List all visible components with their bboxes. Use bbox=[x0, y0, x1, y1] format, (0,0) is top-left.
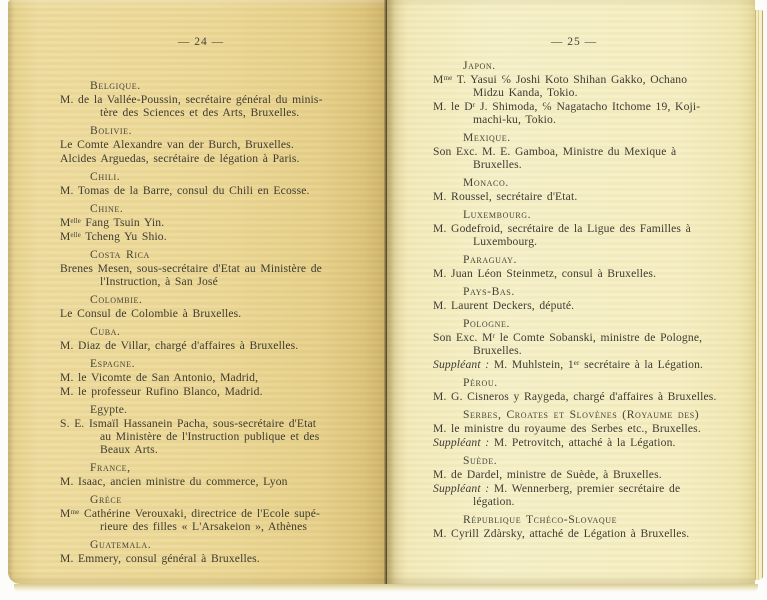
delegate-entry bbox=[60, 262, 372, 288]
country-heading: Bolivie. bbox=[90, 124, 133, 137]
entry-line: M. le Vicomte de San Antonio, Madrid, bbox=[60, 371, 259, 384]
entry-line: Brenes Mesen, sous-secrétaire d'Etat au Ministère de bbox=[60, 262, 322, 275]
country-heading: Paraguay. bbox=[463, 253, 518, 266]
delegate-entry bbox=[60, 216, 372, 229]
entry-line: rieure des filles « L'Arsakeion », Athènes bbox=[100, 520, 308, 533]
entry-line: légation. bbox=[473, 495, 515, 508]
country-heading: Monaco. bbox=[463, 176, 509, 189]
country-heading: Serbes, Croates et Slovènes (Royaume des) bbox=[463, 408, 700, 421]
entry-line: S. E. Ismaïl Hassanein Pacha, sous-secrétaire d'Etat bbox=[60, 417, 317, 430]
country-heading: Chili. bbox=[90, 170, 121, 183]
delegate-entry bbox=[433, 190, 745, 203]
delegate-entry bbox=[433, 358, 745, 371]
country-heading: Pologne. bbox=[463, 317, 511, 330]
delegate-entry bbox=[60, 93, 372, 119]
entry-line: Mᵉˡˡᵉ Tcheng Yu Shio. bbox=[60, 230, 167, 243]
country-section bbox=[60, 538, 372, 565]
suppleant-label: Suppléant : bbox=[433, 358, 490, 371]
entry-line: l'Instruction, à San José bbox=[100, 275, 218, 288]
entry-line: Suppléant : M. Wennerberg, premier secrétaire de bbox=[433, 482, 681, 495]
country-heading: Costa Rica bbox=[90, 248, 150, 261]
entry-line: M. Laurent Deckers, député. bbox=[433, 299, 575, 312]
country-heading: Chine. bbox=[90, 202, 124, 215]
country-heading: Egypte. bbox=[90, 403, 128, 416]
country-heading: Suède. bbox=[463, 454, 498, 467]
delegate-entry bbox=[60, 138, 372, 151]
entry-line: M. Godefroid, secrétaire de la Ligue des Familles à bbox=[433, 222, 691, 235]
delegate-entry bbox=[433, 390, 745, 403]
country-heading: Colombie. bbox=[90, 293, 143, 306]
country-section bbox=[60, 79, 372, 119]
page-number-right: — 25 — bbox=[550, 36, 598, 48]
country-section bbox=[60, 493, 372, 533]
country-heading: Luxembourg. bbox=[463, 208, 532, 221]
delegate-entry bbox=[60, 371, 372, 384]
country-section bbox=[60, 202, 372, 243]
entry-line: Son Exc. Mʳ le Comte Sobanski, ministre de Pologne, bbox=[433, 331, 703, 344]
delegate-entry bbox=[60, 152, 372, 165]
page-number-left: — 24 — bbox=[177, 36, 225, 48]
country-section bbox=[433, 253, 745, 280]
delegate-entry bbox=[60, 184, 372, 197]
suppleant-label: Suppléant : bbox=[433, 482, 490, 495]
country-section bbox=[433, 176, 745, 203]
country-heading: Espagne. bbox=[90, 357, 136, 370]
entry-line: M. Diaz de Villar, chargé d'affaires à Bruxelles. bbox=[60, 339, 299, 352]
delegate-entry bbox=[433, 331, 745, 357]
country-section bbox=[433, 131, 745, 171]
country-section bbox=[433, 59, 745, 126]
entry-line: M. Tomas de la Barre, consul du Chili en Ecosse. bbox=[60, 184, 310, 197]
delegate-entry bbox=[60, 307, 372, 320]
right-page-content bbox=[433, 54, 745, 540]
entry-line: M. Cyrill Zdàrsky, attaché de Légation à Bruxelles. bbox=[433, 527, 690, 540]
country-section bbox=[433, 208, 745, 248]
entry-line: Mᵐᵉ Cathérine Verouxaki, directrice de l'Ecole supé- bbox=[60, 507, 321, 520]
entry-line: Luxembourg. bbox=[473, 235, 538, 248]
entry-line: M. Isaac, ancien ministre du commerce, Lyon bbox=[60, 475, 288, 488]
delegate-entry bbox=[433, 145, 745, 171]
entry-line: Le Consul de Colombie à Bruxelles. bbox=[60, 307, 242, 320]
country-section bbox=[433, 408, 745, 449]
delegate-entry bbox=[60, 230, 372, 243]
country-heading: Cuba. bbox=[90, 325, 121, 338]
suppleant-label: Suppléant : bbox=[433, 436, 490, 449]
entry-line: M. le ministre du royaume des Serbes etc., Bruxelles. bbox=[433, 422, 701, 435]
left-page-content bbox=[60, 74, 372, 565]
country-heading: Belgique. bbox=[90, 79, 141, 92]
delegate-entry bbox=[60, 385, 372, 398]
entry-line: Alcides Arguedas, secrétaire de légation à Paris. bbox=[60, 152, 300, 165]
delegate-entry bbox=[433, 73, 745, 99]
country-heading: Guatemala. bbox=[90, 538, 152, 551]
country-section bbox=[60, 170, 372, 197]
delegate-entry bbox=[60, 507, 372, 533]
country-section bbox=[60, 357, 372, 398]
page-stack-right-edge bbox=[755, 10, 764, 580]
country-heading: Japon. bbox=[463, 59, 496, 72]
delegate-entry bbox=[433, 222, 745, 248]
country-section bbox=[433, 513, 745, 540]
entry-line: M. le professeur Rufino Blanco, Madrid. bbox=[60, 385, 263, 398]
entry-line: Midzu Kanda, Tokio. bbox=[473, 86, 578, 99]
delegate-entry bbox=[433, 422, 745, 435]
country-section bbox=[60, 124, 372, 165]
right-page bbox=[387, 0, 755, 584]
country-section bbox=[60, 403, 372, 456]
delegate-entry bbox=[60, 552, 372, 565]
delegate-entry bbox=[433, 468, 745, 481]
delegate-entry bbox=[60, 417, 372, 456]
country-section bbox=[60, 461, 372, 488]
entry-line: Beaux Arts. bbox=[100, 443, 158, 456]
entry-line: Mᵐᵉ T. Yasui ℅ Joshi Koto Shihan Gakko, Ochano bbox=[433, 73, 688, 86]
country-heading: Pays-Bas. bbox=[463, 285, 515, 298]
country-heading: France, bbox=[90, 461, 131, 474]
entry-line: M. Roussel, secrétaire d'Etat. bbox=[433, 190, 578, 203]
country-heading: République Tchéco-Slovaque bbox=[463, 513, 618, 526]
delegate-entry bbox=[60, 339, 372, 352]
country-section bbox=[433, 317, 745, 371]
page-stack-bottom-edge bbox=[14, 584, 758, 592]
country-heading: Grèce bbox=[90, 493, 122, 506]
country-section bbox=[433, 285, 745, 312]
entry-line: M. de Dardel, ministre de Suède, à Bruxelles. bbox=[433, 468, 662, 481]
entry-line: M. Juan Léon Steinmetz, consul à Bruxelles. bbox=[433, 267, 657, 280]
country-section bbox=[60, 325, 372, 352]
entry-line: Bruxelles. bbox=[473, 158, 522, 171]
entry-line: Son Exc. M. E. Gamboa, Ministre du Mexique à bbox=[433, 145, 677, 158]
country-section bbox=[60, 248, 372, 288]
country-section bbox=[433, 454, 745, 508]
country-heading: Mexique. bbox=[463, 131, 511, 144]
entry-line: Le Comte Alexandre van der Burch, Bruxelles. bbox=[60, 138, 294, 151]
entry-line: Bruxelles. bbox=[473, 344, 522, 357]
delegate-entry bbox=[433, 267, 745, 280]
entry-line: M. de la Vallée-Poussin, secrétaire général du minis- bbox=[60, 93, 323, 106]
delegate-entry bbox=[60, 475, 372, 488]
delegate-entry bbox=[433, 100, 745, 126]
entry-line: M. Emmery, consul général à Bruxelles. bbox=[60, 552, 260, 565]
entry-line: M. le Dʳ J. Shimoda, ℅ Nagatacho Itchome 19, Koji- bbox=[433, 100, 701, 113]
entry-line: tère des Sciences et des Arts, Bruxelles. bbox=[100, 106, 300, 119]
entry-line: Suppléant : M. Petrovitch, attaché à la Légation. bbox=[433, 436, 676, 449]
delegate-entry bbox=[433, 527, 745, 540]
country-section bbox=[60, 293, 372, 320]
entry-line: Mᵉˡˡᵉ Fang Tsuin Yin. bbox=[60, 216, 165, 229]
entry-line: machi-ku, Tokio. bbox=[473, 113, 557, 126]
delegate-entry bbox=[433, 482, 745, 508]
entry-line: Suppléant : M. Muhlstein, 1ᵉʳ secrétaire à la Légation. bbox=[433, 358, 704, 371]
delegate-entry bbox=[433, 299, 745, 312]
country-section bbox=[433, 376, 745, 403]
entry-line: M. G. Cisneros y Raygeda, chargé d'affaires à Bruxelles. bbox=[433, 390, 717, 403]
entry-line: au Ministère de l'Instruction publique et des bbox=[100, 430, 320, 443]
left-page bbox=[8, 0, 387, 584]
delegate-entry bbox=[433, 436, 745, 449]
country-heading: Pérou. bbox=[463, 376, 498, 389]
